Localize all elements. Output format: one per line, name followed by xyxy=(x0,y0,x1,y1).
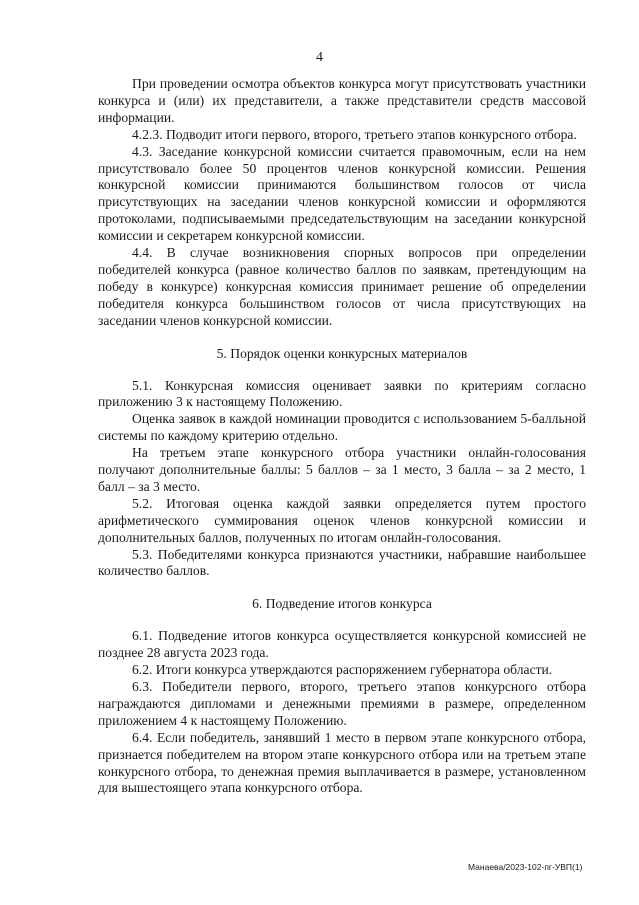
section-5-title: 5. Порядок оценки конкурсных материалов xyxy=(216,345,468,361)
paragraph: 4.2.3. Подводит итоги первого, второго, третьего этапов конкурсного отбора. xyxy=(132,126,577,142)
page-number: 4 xyxy=(316,50,323,65)
document-body xyxy=(98,76,586,797)
paragraph: 6.1. Подведение итогов конкурса осуществляется конкурсной комиссией не позднее 28 августа 2023 года. xyxy=(98,628,586,661)
paragraph: 5.2. Итоговая оценка каждой заявки определяется путем простого арифметического суммирования оценок членов конкурсной комиссии и дополнительных баллов, полученных по итогам онлайн-голосования. xyxy=(98,495,586,545)
paragraph: 6.4. Если победитель, занявший 1 место в первом этапе конкурсного отбора, признается победителем на втором этапе конкурсного отбора или на третьем этапе конкурсного отбора, то денежная премия выплачивается в размере, установленном для вышестоящего этапа конкурсного отбора. xyxy=(98,729,586,796)
paragraph: 6.2. Итоги конкурса утверждаются распоряжением губернатора области. xyxy=(132,662,553,678)
paragraph: При проведении осмотра объектов конкурса могут присутствовать участники конкурса и (или) их представители, а также представители средств массовой информации. xyxy=(98,76,586,125)
paragraph: На третьем этапе конкурсного отбора участники онлайн-голосования получают дополнительные баллы: 5 баллов – за 1 место, 3 балла – за 2 место, 1 балл – за 3 место. xyxy=(98,445,586,494)
paragraph: 5.3. Победителями конкурса признаются участники, набравшие наибольшее количество баллов. xyxy=(98,546,586,579)
section-6-title: 6. Подведение итогов конкурса xyxy=(252,596,432,612)
paragraph: 5.1. Конкурсная комиссия оценивает заявки по критериям согласно приложению 3 к настоящему Положению. xyxy=(98,377,586,410)
paragraph: 6.3. Победители первого, второго, третьего этапов конкурсного отбора награждаются дипломами и денежными премиями в размере, определенном приложением 4 к настоящему Положению. xyxy=(98,679,586,728)
paragraph: 4.4. В случае возникновения спорных вопросов при определении победителей конкурса (равное количество баллов по заявкам, претендующим на победу в конкурсе) конкурсная комиссия принимает решение об определении победителя конкурса большинством голосов от числа присутствующих на заседании членов конкурсной комиссии. xyxy=(98,245,586,328)
paragraph: 4.3. Заседание конкурсной комиссии считается правомочным, если на нем присутствовало более 50 процентов членов конкурсной комиссии. Решения конкурсной комиссии принимаются большинством голосов от числа присутствующих на заседании членов конкурсной комиссии и оформляются протоколами, подписываемыми председательствующим на заседании конкурсной комиссии и секретарем конкурсной комиссии. xyxy=(98,143,586,244)
paragraph: Оценка заявок в каждой номинации проводится с использованием 5-балльной системы по каждому критерию отдельно. xyxy=(98,411,586,444)
footer-document-code: Манаева/2023-102-пг-УВП(1) xyxy=(468,862,583,872)
